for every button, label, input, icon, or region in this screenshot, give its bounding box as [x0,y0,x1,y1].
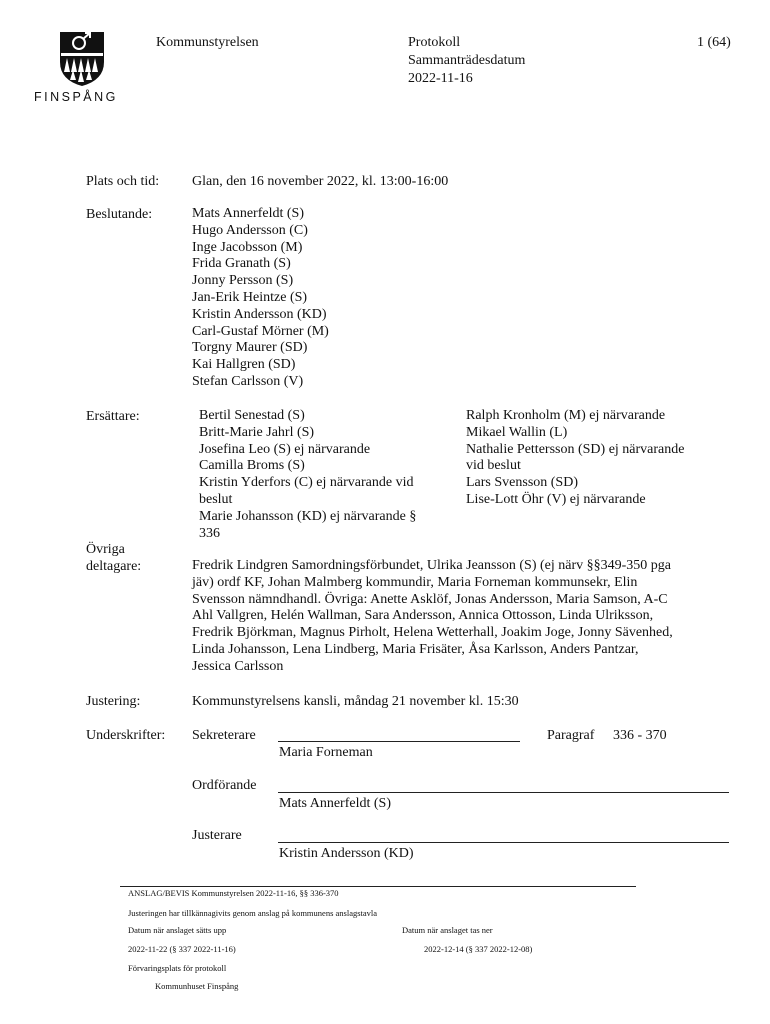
list-item: Kai Hallgren (SD) [192,357,296,373]
notice-title: ANSLAG/BEVIS Kommunstyrelsen 2022-11-16, §§ 336-370 [128,888,339,898]
notice-removed-label: Datum när anslaget tas ner [402,925,493,935]
notice-posted-value: 2022-11-22 (§ 337 2022-11-16) [128,944,236,954]
list-item: Kristin Andersson (KD) [192,306,327,322]
list-item: Mikael Wallin (L) [466,424,568,440]
others-label-line1: Övriga [86,542,125,557]
header-org: Kommunstyrelsen [156,35,259,50]
secretary-signature-line [278,741,520,742]
chair-signature-line [278,792,729,793]
text-line: Svensson nämndhandl. Övriga: Anette Asklöf, Jonas Andersson, Maria Samson, A-C [192,591,668,607]
text-line: Jessica Carlsson [192,658,284,674]
list-item: Lars Svensson (SD) [466,475,578,491]
decision-members-list [192,206,329,391]
list-item: Bertil Senestad (S) [199,408,305,423]
list-item: Camilla Broms (S) [199,458,305,474]
text-line: Fredrik Björkman, Magnus Pirholt, Helena Wetterhall, Joakim Joge, Jonny Sävenhed, [192,625,673,641]
secretary-label: Sekreterare [192,728,256,743]
header-date-label: Sammanträdesdatum [408,53,526,68]
list-item: Torgny Maurer (SD) [192,340,308,356]
list-item: Marie Johansson (KD) ej närvarande § [199,508,417,524]
text-line: Ahl Vallgren, Helén Wallman, Sara Andersson, Annica Ottosson, Linda Ulriksson, [192,608,654,624]
list-item: Ralph Kronholm (M) ej närvarande [466,408,666,423]
list-item: beslut [199,491,233,507]
adjuster-name: Kristin Andersson (KD) [279,846,414,861]
paragraph-value: 336 - 370 [613,728,667,743]
signatures-label: Underskrifter: [86,728,166,743]
municipality-logo [34,28,130,108]
list-item: Mats Annerfeldt (S) [192,206,304,221]
substitutes-right-list [466,408,684,509]
list-item: vid beslut [466,458,521,474]
adjuster-signature-line [278,842,729,843]
list-item: Frida Granath (S) [192,256,291,272]
list-item: Kristin Yderfors (C) ej närvarande vid [199,475,414,491]
notice-posted-label: Datum när anslaget sätts upp [128,925,227,935]
list-item: Hugo Andersson (C) [192,222,308,238]
logo-wordmark: FINSPÅNG [34,90,118,104]
others-label-line2: deltagare: [86,559,142,574]
adjust-label: Justering: [86,694,141,709]
adjuster-label: Justerare [192,828,242,843]
list-item: Jonny Persson (S) [192,273,294,289]
paragraph-label: Paragraf [547,728,595,743]
list-item: Josefina Leo (S) ej närvarande [199,441,371,457]
chair-name: Mats Annerfeldt (S) [279,796,391,811]
decision-label: Beslutande: [86,207,153,222]
list-item: Britt-Marie Jahrl (S) [199,424,315,440]
list-item: Nathalie Pettersson (SD) ej närvarande [466,441,685,457]
adjust-value: Kommunstyrelsens kansli, måndag 21 november kl. 15:30 [192,694,519,709]
text-line: Linda Johansson, Lena Lindberg, Maria Frisäter, Åsa Karlsson, Anders Pantzar, [192,641,639,657]
text-line: Fredrik Lindgren Samordningsförbundet, Ulrika Jeansson (S) (ej närv §§349-350 pga [192,558,672,573]
list-item: Jan-Erik Heintze (S) [192,289,308,305]
list-item: Lise-Lott Öhr (V) ej närvarande [466,491,646,507]
place-value: Glan, den 16 november 2022, kl. 13:00-16:00 [192,174,449,189]
page-number: 1 (64) [697,35,731,50]
notice-line1: Justeringen har tillkännagivits genom anslag på kommunens anslagstavla [128,908,378,918]
coat-of-arms-icon [34,28,130,88]
substitutes-label: Ersättare: [86,409,140,424]
secretary-name: Maria Forneman [279,745,373,760]
notice-removed-value: 2022-12-14 (§ 337 2022-12-08) [424,944,533,954]
header-date: 2022-11-16 [408,71,473,86]
header-doc-type: Protokoll [408,35,461,50]
others-text [192,558,673,676]
list-item: 336 [199,525,220,541]
chair-label: Ordförande [192,778,257,793]
notice-storage-label: Förvaringsplats för protokoll [128,963,227,973]
list-item: Stefan Carlsson (V) [192,373,304,389]
text-line: jäv) ordf KF, Johan Malmberg kommundir, Maria Forneman kommunsekr, Elin [192,574,638,590]
list-item: Inge Jacobsson (M) [192,239,303,255]
notice-top-rule [120,886,636,887]
place-label: Plats och tid: [86,174,160,189]
notice-storage-value: Kommunhuset Finspång [155,981,239,991]
substitutes-left-list [199,408,416,542]
list-item: Carl-Gustaf Mörner (M) [192,323,329,339]
